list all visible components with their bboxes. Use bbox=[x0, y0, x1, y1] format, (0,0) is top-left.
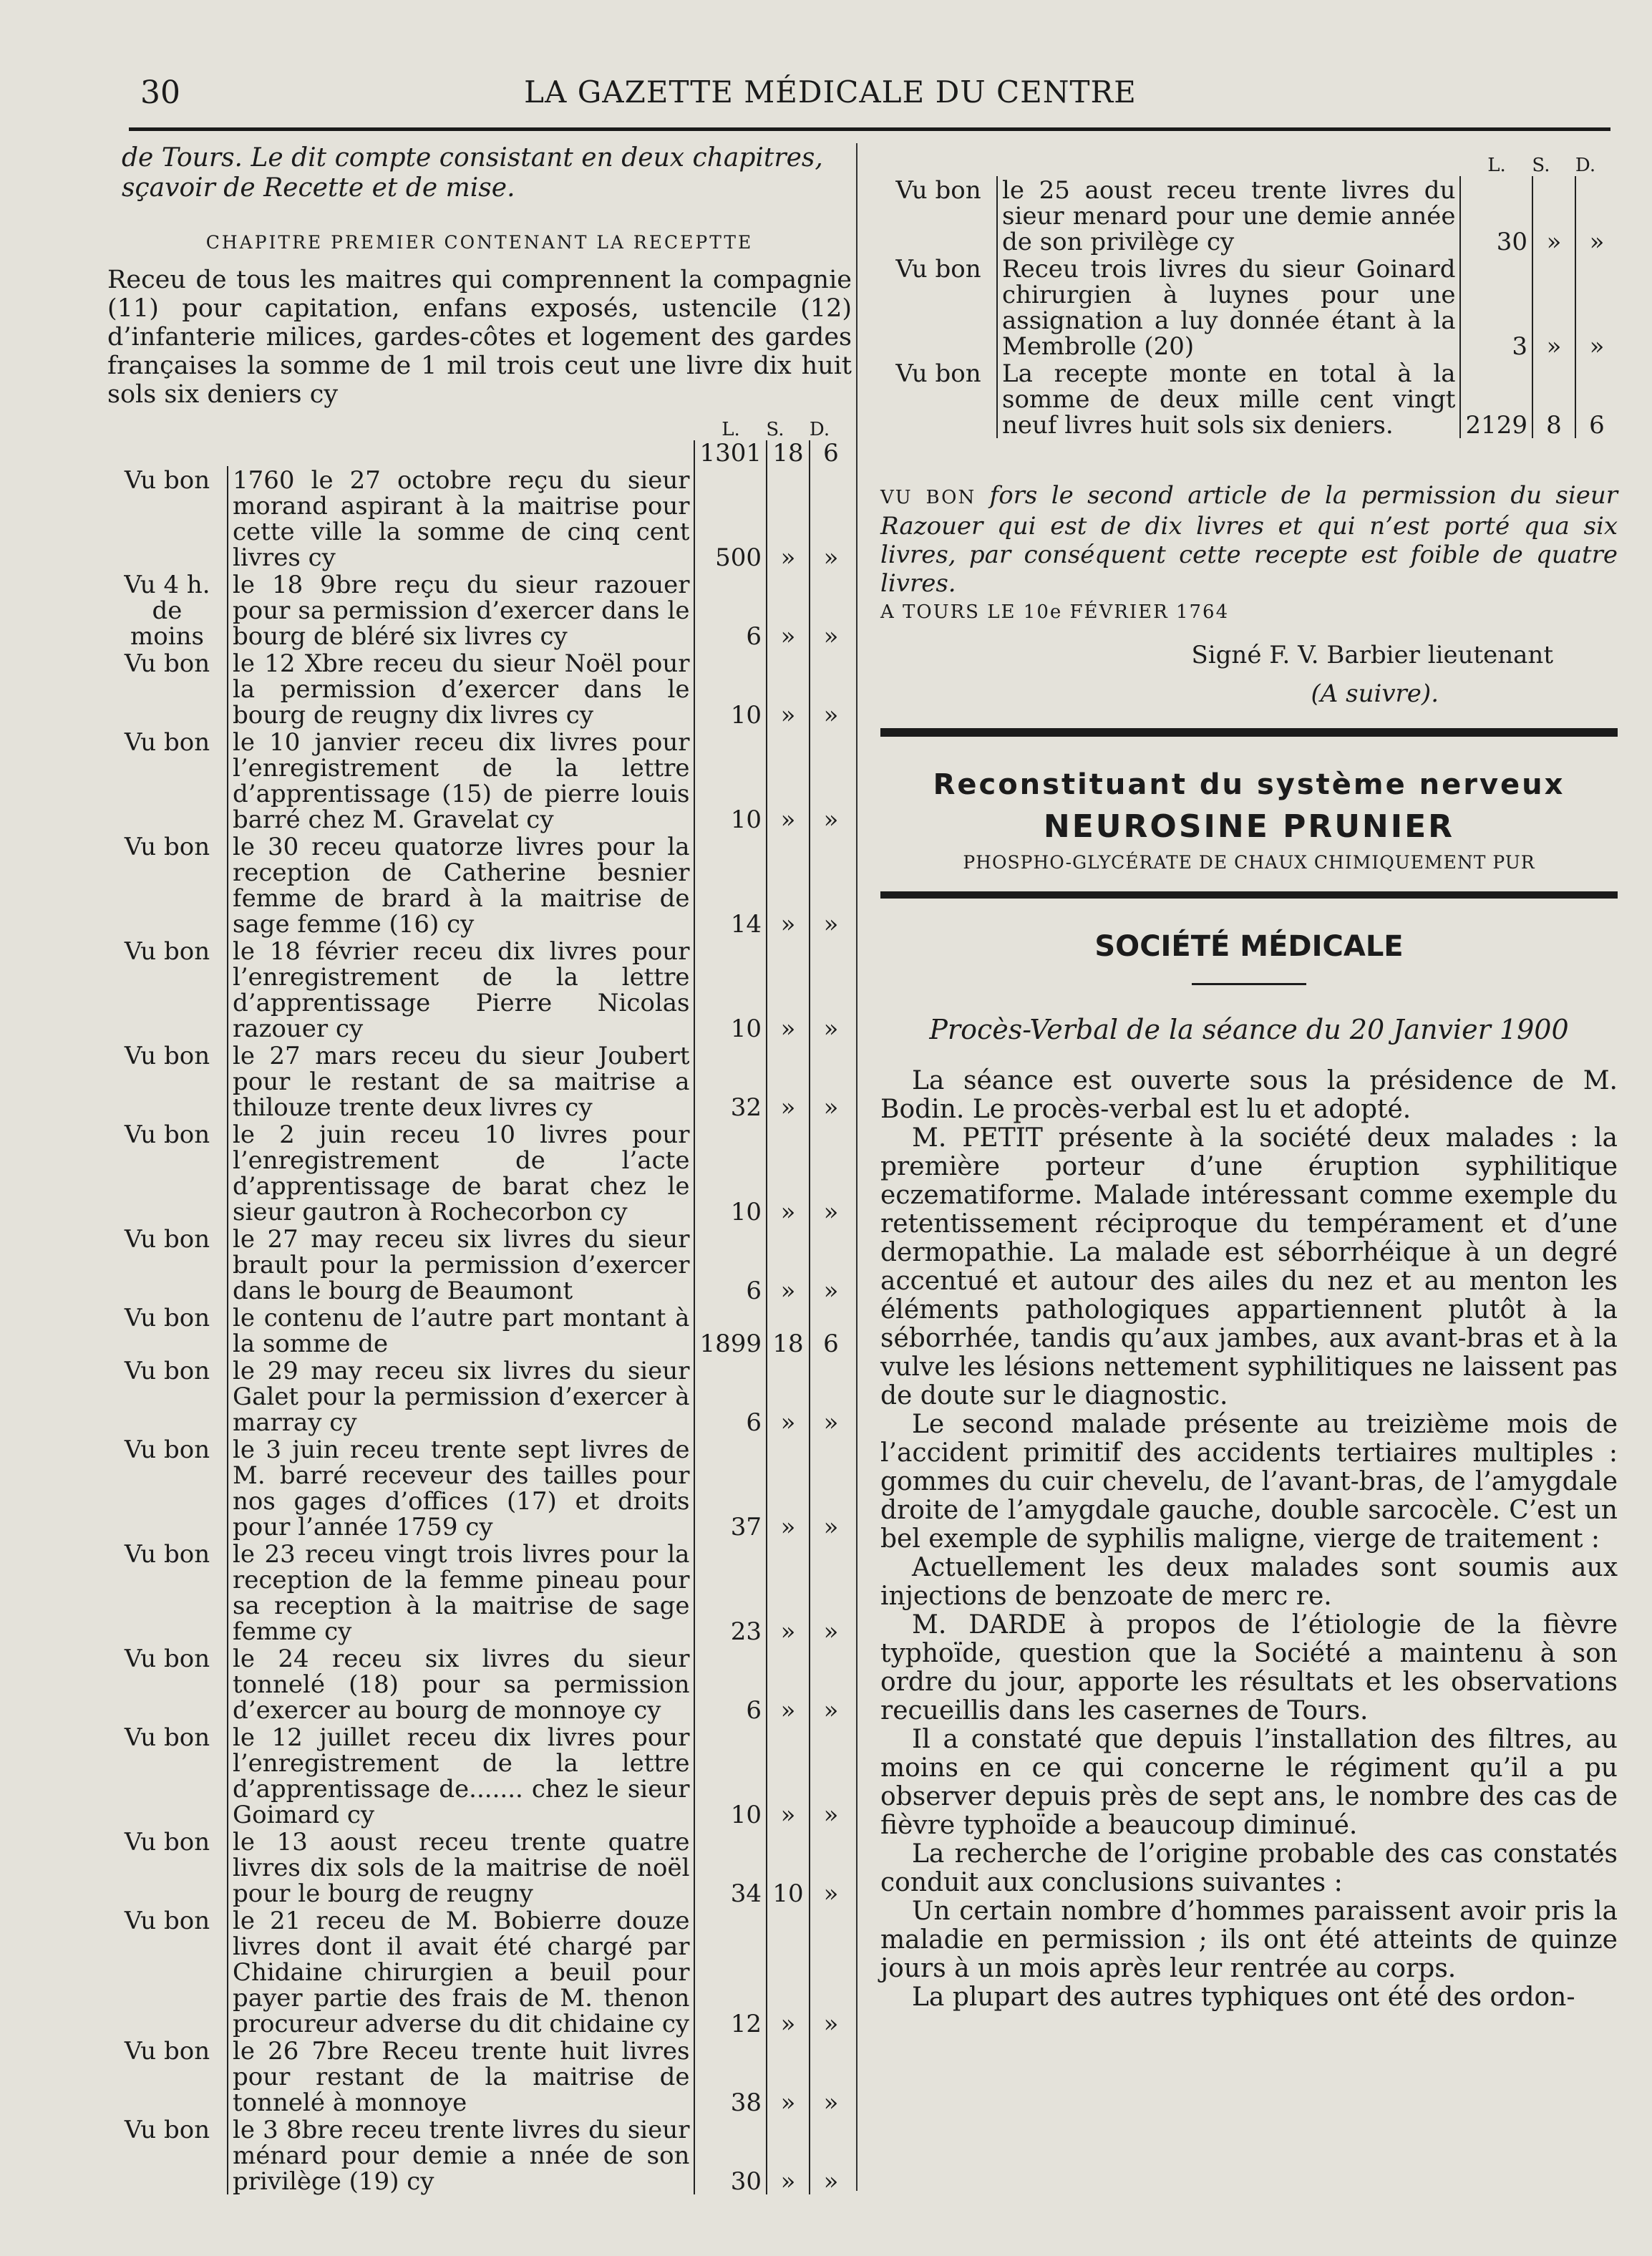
entry-sols: » bbox=[1532, 176, 1575, 255]
entry-label: Vu bon bbox=[124, 937, 210, 966]
date-line: A TOURS LE 10e FÉVRIER 1764 bbox=[880, 601, 1230, 623]
entry-sols: » bbox=[767, 833, 810, 937]
entry-livres: 32 bbox=[694, 1042, 767, 1120]
heading-s-right: S. bbox=[1532, 155, 1550, 176]
entry-text: le 12 Xbre receu du sieur Noël pour la permission d’exercer dans le bourg de reugny dix livres cy bbox=[228, 649, 694, 728]
opening-l: 1301 bbox=[694, 440, 767, 466]
section-paragraph: La séance est ouverte sous la présidence de M. Bodin. Le procès-verbal est lu et adopté. bbox=[880, 1066, 1618, 1124]
entry-text: le 12 juillet receu dix livres pour l’enregistrement de la lettre d’apprentissage de....... chez le sieur Goimard cy bbox=[228, 1723, 694, 1828]
ledger-row bbox=[107, 1120, 852, 1225]
entry-livres: 30 bbox=[1460, 176, 1532, 255]
entry-sols: 18 bbox=[767, 1304, 810, 1357]
heading-l: L. bbox=[721, 419, 740, 440]
entry-text: La recepte monte en total à la somme de deux mille cent vingt neuf livres huit sols six deniers. bbox=[997, 359, 1460, 438]
entry-deniers: » bbox=[1575, 255, 1618, 359]
ledger-row bbox=[880, 255, 1618, 359]
ledger-left bbox=[107, 440, 852, 2194]
ledger-row bbox=[107, 2116, 852, 2194]
entry-sols: 8 bbox=[1532, 359, 1575, 438]
entry-label: Vu bon bbox=[124, 649, 210, 678]
intro-text: de Tours. Le dit compte consistant en deux chapitres, sçavoir de Recette et de mise. bbox=[122, 143, 823, 203]
entry-deniers: » bbox=[810, 1907, 852, 2037]
entry-label: Vu bon bbox=[124, 466, 210, 495]
entry-text: le 26 7bre Receu trente huit livres pour restant de la maitrise de tonnelé à monnoye bbox=[228, 2037, 694, 2116]
ledger-row bbox=[107, 833, 852, 937]
section-title: SOCIÉTÉ MÉDICALE bbox=[1094, 930, 1404, 963]
column-divider bbox=[856, 143, 857, 2191]
entry-text: le 29 may receu six livres du sieur Galet pour la permission d’exercer à marray cy bbox=[228, 1357, 694, 1436]
entry-deniers: » bbox=[1575, 176, 1618, 255]
entry-livres: 1899 bbox=[694, 1304, 767, 1357]
section-paragraph: Il a constaté que depuis l’installation des filtres, au moins en ce qui concerne le régiment qu’il a pu observer depuis près de sept ans, le nombre des cas de fièvre typhoïde a beaucoup diminué. bbox=[880, 1725, 1618, 1840]
section-paragraph: La plupart des autres typhiques ont été des ordon- bbox=[912, 1983, 1575, 2012]
section-rule bbox=[1192, 983, 1306, 985]
ledger-row bbox=[107, 1225, 852, 1304]
entry-label: Vu bon bbox=[124, 1540, 210, 1569]
entry-sols: » bbox=[767, 1907, 810, 2037]
entry-text: le 10 janvier receu dix livres pour l’enregistrement de la lettre d’apprentissage (15) de pierre louis barré chez M. Gravelat cy bbox=[228, 728, 694, 833]
entry-text: le 25 aoust receu trente livres du sieur menard pour une demie année de son privilège cy bbox=[997, 176, 1460, 255]
running-title: LA GAZETTE MÉDICALE DU CENTRE bbox=[524, 74, 1137, 110]
entry-sols: » bbox=[767, 1357, 810, 1436]
entry-livres: 10 bbox=[694, 728, 767, 833]
entry-text: le 21 receu de M. Bobierre douze livres dont il avait été chargé par Chidaine chirurgien a beuil pour payer partie des frais de M. thenon procureur adverse du dit chidaine cy bbox=[228, 1907, 694, 2037]
entry-label: Vu bon bbox=[124, 2116, 210, 2144]
entry-text: le 18 février receu dix livres pour l’enregistrement de la lettre d’apprentissage Pierre Nicolas razouer cy bbox=[228, 937, 694, 1042]
entry-livres: 10 bbox=[694, 649, 767, 728]
entry-text: le 27 mars receu du sieur Joubert pour le restant de sa maitrise a thilouze trente deux livres cy bbox=[228, 1042, 694, 1120]
ledger-row bbox=[107, 649, 852, 728]
heading-l-right: L. bbox=[1487, 155, 1506, 176]
entry-label: Vu bon bbox=[895, 176, 981, 205]
ledger-row bbox=[107, 571, 852, 649]
section-subtitle: Procès-Verbal de la séance du 20 Janvier 1900 bbox=[929, 1014, 1569, 1045]
entry-sols: » bbox=[767, 2037, 810, 2116]
entry-text: Receu trois livres du sieur Goinard chirurgien à luynes pour une assignation a luy donnée étant à la Membrolle (20) bbox=[997, 255, 1460, 359]
entry-deniers: » bbox=[810, 2037, 852, 2116]
ledger-row bbox=[107, 1540, 852, 1645]
opening-d: 6 bbox=[810, 440, 852, 466]
entry-label: Vu bon bbox=[124, 1828, 210, 1856]
left-column bbox=[107, 143, 852, 2194]
entry-text: le 3 8bre receu trente livres du sieur ménard pour demie a nnée de son privilège (19) cy bbox=[228, 2116, 694, 2194]
entry-livres: 500 bbox=[694, 466, 767, 571]
entry-label: Vu bon bbox=[124, 1645, 210, 1673]
entry-text: le 18 9bre reçu du sieur razouer pour sa permission d’exercer dans le bourg de bléré six livres cy bbox=[228, 571, 694, 649]
entry-text: le contenu de l’autre part montant à la somme de bbox=[228, 1304, 694, 1357]
entry-label: Vu bon bbox=[124, 1304, 210, 1332]
entry-sols: » bbox=[767, 1225, 810, 1304]
entry-deniers: » bbox=[810, 833, 852, 937]
heading-d: D. bbox=[809, 419, 830, 440]
opening-s: 18 bbox=[767, 440, 810, 466]
entry-text: 1760 le 27 octobre reçu du sieur morand aspirant à la maitrise pour cette ville la somme de cinq cent livres cy bbox=[228, 466, 694, 571]
vu-bon-label: VU BON bbox=[880, 487, 976, 508]
section-paragraph: Le second malade présente au treizième mois de l’accident primitif des accidents tertiaires multiples : gommes du cuir chevelu, de l’avant-bras, de l’amygdale droite de l’amygdale gauche, double sarcocèle. C’est un bel exemple de syphilis maligne, vierge de traitement : bbox=[880, 1410, 1618, 1554]
entry-label: Vu bon bbox=[124, 1907, 210, 1935]
entry-sols: » bbox=[1532, 255, 1575, 359]
entry-livres: 2129 bbox=[1460, 359, 1532, 438]
vu-bon-note bbox=[880, 481, 1618, 626]
entry-label: Vu bon bbox=[895, 359, 981, 388]
entry-sols: » bbox=[767, 728, 810, 833]
section-paragraph: Un certain nombre d’hommes paraissent avoir pris la maladie en permission ; ils ont été atteints de quinze jours à un mois après leur rentrée au corps. bbox=[880, 1897, 1618, 1983]
section-paragraph: M. PETIT présente à la société deux malades : la première porteur d’une éruption syphilitique eczematiforme. Malade intéressant comme exemple du retentissement réciproque du tempérament et d’une dermopathie. La malade est séborrhéique à un degré accentué et autour des ailes du nez et au menton les éléments pathologiques appartiennent plutôt à la séborrhée, tandis qu’aux jambes, aux avant-bras et à la vulve les lésions nettement syphilitiques ne laissent pas de doute sur le diagnostic. bbox=[880, 1123, 1618, 1410]
entry-sols: » bbox=[767, 2116, 810, 2194]
entry-livres: 6 bbox=[694, 1225, 767, 1304]
entry-livres: 6 bbox=[694, 1357, 767, 1436]
entry-deniers: » bbox=[810, 1042, 852, 1120]
entry-sols: » bbox=[767, 649, 810, 728]
chapter-title: CHAPITRE PREMIER CONTENANT LA RECEPTTE bbox=[205, 232, 754, 253]
entry-deniers: » bbox=[810, 649, 852, 728]
entry-sols: » bbox=[767, 571, 810, 649]
entry-deniers: » bbox=[810, 1540, 852, 1645]
entry-livres: 37 bbox=[694, 1436, 767, 1540]
ledger-row bbox=[107, 937, 852, 1042]
entry-livres: 3 bbox=[1460, 255, 1532, 359]
heading-s: S. bbox=[766, 419, 784, 440]
to-follow: (A suivre). bbox=[1311, 679, 1439, 708]
ad-product-name: NEUROSINE PRUNIER bbox=[1043, 808, 1455, 845]
ledger-row bbox=[880, 359, 1618, 438]
section-body bbox=[880, 1067, 1618, 2012]
ledger-row bbox=[107, 728, 852, 833]
ledger-row bbox=[107, 1304, 852, 1357]
entry-label: Vu bon bbox=[895, 255, 981, 284]
chapter-paragraph: Receu de tous les maitres qui comprennent la compagnie (11) pour capitation, enfans exposés, ustencile (12) d’infanterie milices, gardes-côtes et logement des gardes françaises la somme de 1 mil trois ceut une livre dix huit sols six deniers cy bbox=[107, 266, 852, 409]
entry-text: le 30 receu quatorze livres pour la reception de Catherine besnier femme de brard à la maitrise de sage femme (16) cy bbox=[228, 833, 694, 937]
entry-deniers: » bbox=[810, 728, 852, 833]
entry-sols: 10 bbox=[767, 1828, 810, 1907]
entry-livres: 10 bbox=[694, 1120, 767, 1225]
entry-livres: 10 bbox=[694, 937, 767, 1042]
entry-livres: 30 bbox=[694, 2116, 767, 2194]
header-rule bbox=[129, 127, 1610, 131]
entry-deniers: » bbox=[810, 937, 852, 1042]
ledger-row bbox=[107, 466, 852, 571]
entry-deniers: » bbox=[810, 1645, 852, 1723]
entry-text: le 13 aoust receu trente quatre livres dix sols de la maitrise de noël pour le bourg de reugny bbox=[228, 1828, 694, 1907]
entry-deniers: » bbox=[810, 571, 852, 649]
ad-product-description: PHOSPHO-GLYCÉRATE DE CHAUX CHIMIQUEMENT PUR bbox=[963, 852, 1535, 873]
ledger-right bbox=[880, 176, 1618, 438]
entry-text: le 23 receu vingt trois livres pour la reception de la femme pineau pour sa reception à la maitrise de sage femme cy bbox=[228, 1540, 694, 1645]
page-number: 30 bbox=[140, 74, 180, 111]
entry-label: Vu bon bbox=[124, 1225, 210, 1254]
entry-livres: 34 bbox=[694, 1828, 767, 1907]
column-headings-right bbox=[880, 155, 1618, 176]
entry-sols: » bbox=[767, 1042, 810, 1120]
entry-deniers: » bbox=[810, 2116, 852, 2194]
ledger-row bbox=[107, 1645, 852, 1723]
signature-line: Signé F. V. Barbier lieutenant bbox=[1191, 641, 1553, 669]
ledger-row bbox=[107, 2037, 852, 2116]
ledger-row bbox=[107, 1436, 852, 1540]
entry-livres: 6 bbox=[694, 1645, 767, 1723]
entry-label: Vu bon bbox=[124, 2037, 210, 2066]
entry-label: Vu bon bbox=[124, 728, 210, 757]
entry-sols: » bbox=[767, 1540, 810, 1645]
entry-livres: 10 bbox=[694, 1723, 767, 1828]
entry-label: Vu bon bbox=[124, 1723, 210, 1752]
ledger-row bbox=[880, 176, 1618, 255]
entry-sols: » bbox=[767, 1645, 810, 1723]
entry-text: le 27 may receu six livres du sieur brault pour la permission d’exercer dans le bourg de Beaumont bbox=[228, 1225, 694, 1304]
entry-text: le 2 juin receu 10 livres pour l’enregistrement de l’acte d’apprentissage de barat chez le sieur gautron à Rochecorbon cy bbox=[228, 1120, 694, 1225]
entry-sols: » bbox=[767, 1120, 810, 1225]
entry-deniers: » bbox=[810, 1723, 852, 1828]
ad-bottom-rule bbox=[880, 891, 1618, 899]
entry-sols: » bbox=[767, 1436, 810, 1540]
entry-label: Vu 4 h. de moins bbox=[124, 571, 210, 651]
right-column bbox=[880, 143, 1618, 2012]
entry-label: Vu bon bbox=[124, 1042, 210, 1070]
opening-balance-row bbox=[107, 440, 852, 466]
ledger-row bbox=[107, 1042, 852, 1120]
entry-sols: » bbox=[767, 466, 810, 571]
ad-top-rule bbox=[880, 728, 1618, 737]
entry-deniers: 6 bbox=[1575, 359, 1618, 438]
entry-text: le 3 juin receu trente sept livres de M. barré receveur des tailles pour nos gages d’offices (17) et droits pour l’année 1759 cy bbox=[228, 1436, 694, 1540]
entry-livres: 38 bbox=[694, 2037, 767, 2116]
column-headings bbox=[107, 419, 852, 440]
ledger-row bbox=[107, 1357, 852, 1436]
entry-deniers: » bbox=[810, 1225, 852, 1304]
ledger-row bbox=[107, 1828, 852, 1907]
ledger-row bbox=[107, 1907, 852, 2037]
entry-text: le 24 receu six livres du sieur tonnelé (18) pour sa permission d’exercer au bourg de monnoye cy bbox=[228, 1645, 694, 1723]
entry-livres: 14 bbox=[694, 833, 767, 937]
entry-livres: 6 bbox=[694, 571, 767, 649]
vu-bon-text: fors le second article de la permission du sieur Razouer qui est de dix livres et qui n’est porté qua six livres, par conséquent cette recepte est foible de quatre livres. bbox=[880, 481, 1618, 598]
entry-deniers: » bbox=[810, 1828, 852, 1907]
entry-deniers: » bbox=[810, 1357, 852, 1436]
running-header bbox=[129, 74, 1532, 117]
entry-label: Vu bon bbox=[124, 1436, 210, 1464]
ad-headline: Reconstituant du système nerveux bbox=[933, 768, 1565, 801]
entry-sols: » bbox=[767, 1723, 810, 1828]
heading-d-right: D. bbox=[1575, 155, 1596, 176]
entry-deniers: » bbox=[810, 1436, 852, 1540]
section-paragraph: Actuellement les deux malades sont soumis aux injections de benzoate de merc re. bbox=[880, 1553, 1618, 1611]
entry-livres: 12 bbox=[694, 1907, 767, 2037]
section-paragraph: La recherche de l’origine probable des cas constatés conduit aux conclusions suivantes : bbox=[880, 1839, 1618, 1897]
entry-livres: 23 bbox=[694, 1540, 767, 1645]
entry-label: Vu bon bbox=[124, 833, 210, 861]
entry-sols: » bbox=[767, 937, 810, 1042]
entry-deniers: 6 bbox=[810, 1304, 852, 1357]
entry-deniers: » bbox=[810, 1120, 852, 1225]
ledger-row bbox=[107, 1723, 852, 1828]
entry-label: Vu bon bbox=[124, 1357, 210, 1385]
entry-label: Vu bon bbox=[124, 1120, 210, 1149]
section-paragraph: M. DARDE à propos de l’étiologie de la fièvre typhoïde, question que la Société a maintenu à son ordre du jour, apporte les résultats et les observations recueillis dans les casernes de Tours. bbox=[880, 1610, 1618, 1725]
entry-deniers: » bbox=[810, 466, 852, 571]
